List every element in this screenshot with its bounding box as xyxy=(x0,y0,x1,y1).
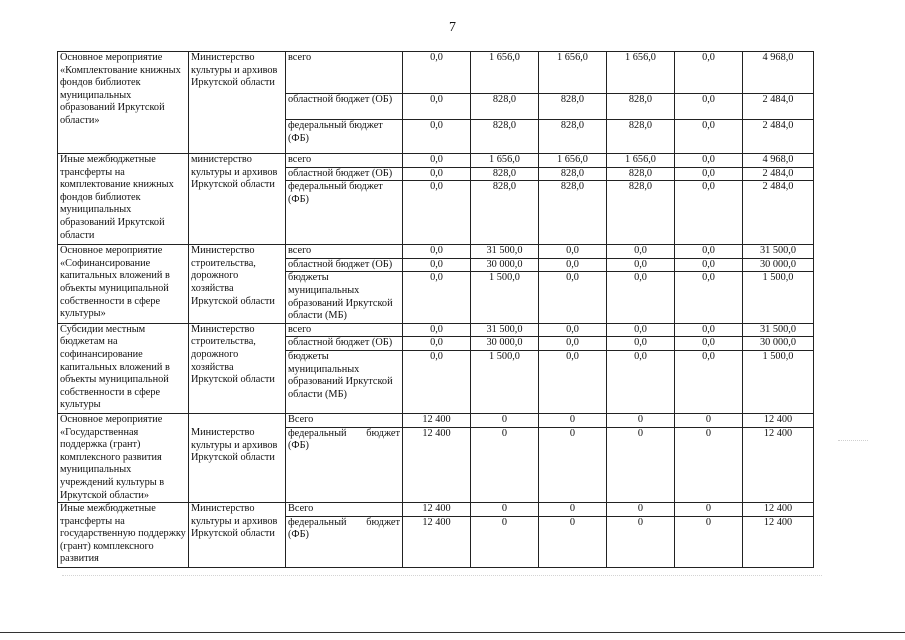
value-cell: 0,0 xyxy=(403,94,471,120)
value-cell: 828,0 xyxy=(539,181,607,245)
value-cell: 31 500,0 xyxy=(743,245,814,259)
value-cell: 31 500,0 xyxy=(471,245,539,259)
funding-source: бюджеты муниципальных образований Иркутской области (МБ) xyxy=(286,350,403,413)
value-cell: 1 656,0 xyxy=(607,52,675,94)
table-row xyxy=(58,52,814,94)
value-cell: 1 500,0 xyxy=(743,272,814,323)
value-cell: 0 xyxy=(607,516,675,567)
value-cell: 0,0 xyxy=(675,181,743,245)
value-cell: 2 484,0 xyxy=(743,120,814,154)
scan-artifact-line xyxy=(62,575,822,576)
value-cell: 0 xyxy=(675,516,743,567)
value-cell: 2 484,0 xyxy=(743,167,814,181)
value-cell: 12 400 xyxy=(403,503,471,517)
responsible-org: Министерство культуры и архивов Иркутской области xyxy=(189,52,286,154)
value-cell: 0 xyxy=(539,427,607,502)
value-cell: 0,0 xyxy=(607,323,675,337)
value-cell: 0 xyxy=(539,413,607,427)
value-cell: 0,0 xyxy=(675,337,743,351)
value-cell: 1 656,0 xyxy=(539,154,607,168)
funding-source: всего xyxy=(286,52,403,94)
value-cell: 30 000,0 xyxy=(471,258,539,272)
table-row xyxy=(58,503,814,517)
value-cell: 2 484,0 xyxy=(743,181,814,245)
value-cell: 30 000,0 xyxy=(471,337,539,351)
funding-source: бюджеты муниципальных образований Иркутской области (МБ) xyxy=(286,272,403,323)
value-cell: 0,0 xyxy=(403,167,471,181)
value-cell: 828,0 xyxy=(471,94,539,120)
value-cell: 0 xyxy=(675,503,743,517)
value-cell: 12 400 xyxy=(403,427,471,502)
value-cell: 1 500,0 xyxy=(471,272,539,323)
value-cell: 828,0 xyxy=(471,167,539,181)
value-cell: 12 400 xyxy=(743,413,814,427)
funding-source: областной бюджет (ОБ) xyxy=(286,94,403,120)
value-cell: 4 968,0 xyxy=(743,52,814,94)
value-cell: 0,0 xyxy=(539,337,607,351)
value-cell: 30 000,0 xyxy=(743,258,814,272)
value-cell: 0 xyxy=(471,503,539,517)
funding-source: областной бюджет (ОБ) xyxy=(286,337,403,351)
value-cell: 0 xyxy=(471,516,539,567)
funding-source: федеральный бюджет (ФБ) xyxy=(286,120,403,154)
value-cell: 828,0 xyxy=(607,120,675,154)
value-cell: 0,0 xyxy=(607,258,675,272)
responsible-org: министерство культуры и архивов Иркутской области xyxy=(189,154,286,245)
value-cell: 0,0 xyxy=(403,337,471,351)
value-cell: 0,0 xyxy=(675,245,743,259)
value-cell: 828,0 xyxy=(471,181,539,245)
funding-source: Всего xyxy=(286,413,403,427)
value-cell: 1 656,0 xyxy=(539,52,607,94)
value-cell: 828,0 xyxy=(539,120,607,154)
value-cell: 1 656,0 xyxy=(471,52,539,94)
funding-source: федеральный бюджет (ФБ) xyxy=(286,181,403,245)
value-cell: 0,0 xyxy=(675,258,743,272)
scan-artifact-mark xyxy=(838,440,868,441)
value-cell: 0 xyxy=(539,503,607,517)
value-cell: 0,0 xyxy=(675,350,743,413)
value-cell: 0,0 xyxy=(539,323,607,337)
value-cell: 12 400 xyxy=(743,516,814,567)
value-cell: 828,0 xyxy=(607,94,675,120)
funding-source: всего xyxy=(286,154,403,168)
value-cell: 0,0 xyxy=(403,154,471,168)
measure-name: Основное мероприятие «Государственная поддержка (грант) комплексного развития муниципальных учреждений культуры в Иркутской области» xyxy=(58,413,189,502)
responsible-org: Министерство строительства, дорожного хозяйства Иркутской области xyxy=(189,245,286,324)
value-cell: 1 500,0 xyxy=(743,350,814,413)
value-cell: 0,0 xyxy=(675,94,743,120)
measure-name: Иные межбюджетные трансферты на государственную поддержку (грант) комплексного развития xyxy=(58,503,189,568)
value-cell: 12 400 xyxy=(403,413,471,427)
value-cell: 0,0 xyxy=(403,350,471,413)
value-cell: 0 xyxy=(607,427,675,502)
measure-name: Основное мероприятие «Софинансирование капитальных вложений в объекты муниципальной собственности в сфере культуры» xyxy=(58,245,189,324)
value-cell: 0,0 xyxy=(403,245,471,259)
value-cell: 31 500,0 xyxy=(743,323,814,337)
value-cell: 12 400 xyxy=(743,427,814,502)
value-cell: 0,0 xyxy=(403,52,471,94)
value-cell: 0,0 xyxy=(403,323,471,337)
value-cell: 0,0 xyxy=(675,52,743,94)
measure-name: Иные межбюджетные трансферты на комплектование книжных фондов библиотек муниципальных образований Иркутской области xyxy=(58,154,189,245)
responsible-org-text: Министерство культуры и архивов Иркутской области xyxy=(191,426,278,464)
value-cell: 828,0 xyxy=(539,167,607,181)
value-cell: 0 xyxy=(607,503,675,517)
page-number: 7 xyxy=(449,20,456,35)
value-cell: 0 xyxy=(471,427,539,502)
value-cell: 0,0 xyxy=(403,258,471,272)
value-cell: 0,0 xyxy=(607,245,675,259)
funding-source: всего xyxy=(286,245,403,259)
page-bottom-edge xyxy=(0,632,905,633)
value-cell: 828,0 xyxy=(607,181,675,245)
value-cell: 0,0 xyxy=(675,154,743,168)
value-cell: 0 xyxy=(539,516,607,567)
table-row xyxy=(58,154,814,168)
funding-source: Всего xyxy=(286,503,403,517)
value-cell: 0,0 xyxy=(607,350,675,413)
responsible-org: Министерство строительства, дорожного хозяйства Иркутской области xyxy=(189,323,286,413)
funding-source: федеральный бюджет (ФБ) xyxy=(286,516,403,567)
value-cell: 828,0 xyxy=(471,120,539,154)
funding-source: всего xyxy=(286,323,403,337)
funding-source: областной бюджет (ОБ) xyxy=(286,258,403,272)
value-cell: 0,0 xyxy=(403,120,471,154)
value-cell: 30 000,0 xyxy=(743,337,814,351)
value-cell: 0,0 xyxy=(675,272,743,323)
value-cell: 12 400 xyxy=(743,503,814,517)
table-row xyxy=(58,245,814,259)
value-cell: 0,0 xyxy=(539,245,607,259)
table-row xyxy=(58,323,814,337)
value-cell: 31 500,0 xyxy=(471,323,539,337)
value-cell: 0,0 xyxy=(675,323,743,337)
value-cell: 0,0 xyxy=(675,167,743,181)
value-cell: 0,0 xyxy=(539,272,607,323)
responsible-org xyxy=(189,413,286,502)
value-cell: 0,0 xyxy=(675,120,743,154)
value-cell: 0,0 xyxy=(403,272,471,323)
value-cell: 0,0 xyxy=(403,181,471,245)
value-cell: 12 400 xyxy=(403,516,471,567)
measure-name: Субсидии местным бюджетам на софинансирование капитальных вложений в объекты муниципальной собственности в сфере культуры xyxy=(58,323,189,413)
responsible-org: Министерство культуры и архивов Иркутской области xyxy=(189,503,286,568)
value-cell: 1 500,0 xyxy=(471,350,539,413)
value-cell: 0,0 xyxy=(539,350,607,413)
value-cell: 4 968,0 xyxy=(743,154,814,168)
value-cell: 0 xyxy=(675,413,743,427)
value-cell: 0 xyxy=(607,413,675,427)
value-cell: 828,0 xyxy=(607,167,675,181)
value-cell: 1 656,0 xyxy=(471,154,539,168)
measure-name: Основное мероприятие «Комплектование книжных фондов библиотек муниципальных образований Иркутской области» xyxy=(58,52,189,154)
budget-table xyxy=(57,51,814,568)
table-row xyxy=(58,413,814,427)
funding-source: федеральный бюджет (ФБ) xyxy=(286,427,403,502)
funding-source: областной бюджет (ОБ) xyxy=(286,167,403,181)
value-cell: 0,0 xyxy=(607,337,675,351)
value-cell: 0,0 xyxy=(539,258,607,272)
value-cell: 0 xyxy=(675,427,743,502)
value-cell: 2 484,0 xyxy=(743,94,814,120)
value-cell: 0,0 xyxy=(607,272,675,323)
value-cell: 1 656,0 xyxy=(607,154,675,168)
value-cell: 828,0 xyxy=(539,94,607,120)
value-cell: 0 xyxy=(471,413,539,427)
